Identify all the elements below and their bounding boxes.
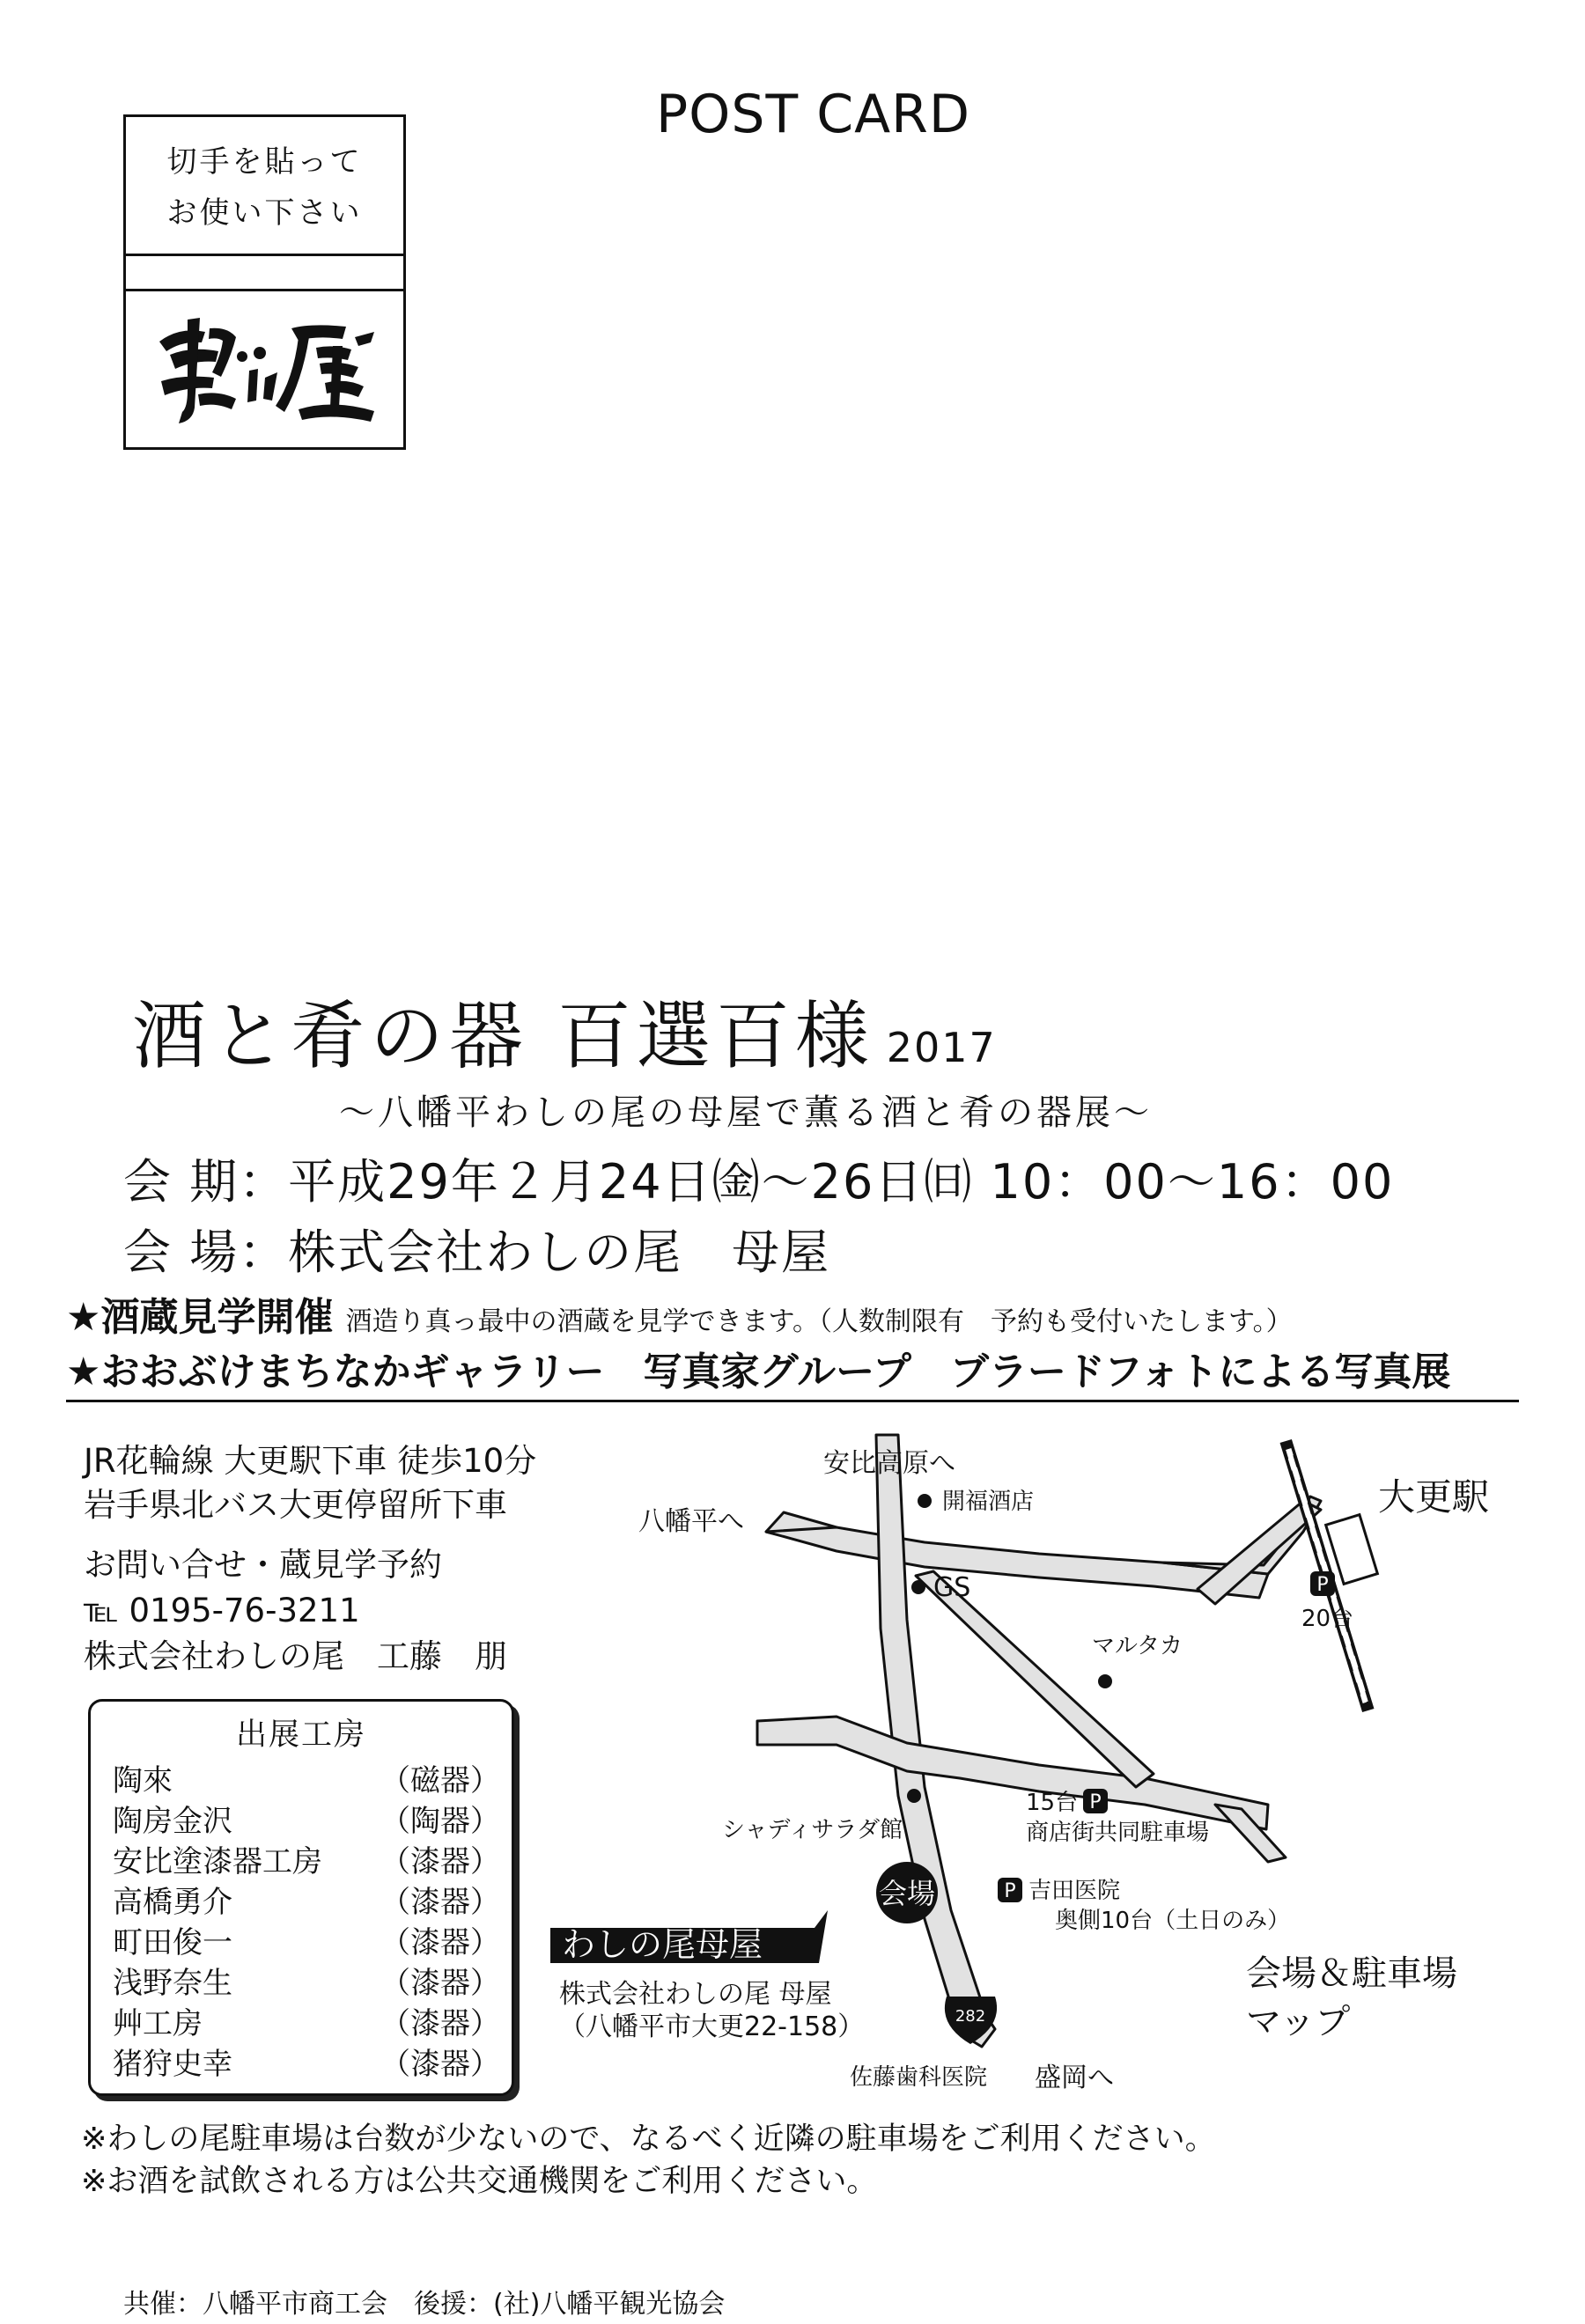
label-yoshida-parking: 奥側10台（土日のみ） (1055, 1908, 1291, 1934)
svg-text:P: P (1089, 1791, 1102, 1813)
label-sato: 佐藤歯科医院 (850, 2064, 988, 2091)
contact-person: 株式会社わしの尾 工藤 朋 (84, 1637, 507, 1675)
exhibitor-name: 町田俊一 (113, 1925, 232, 1960)
exhibitors-box (88, 1699, 514, 2096)
label-kaifuku: 開福酒店 (942, 1489, 1035, 1515)
gs-dot-icon (911, 1580, 925, 1594)
exhibitors-heading: 出展工房 (235, 1717, 366, 1753)
label-station: 大更駅 (1378, 1475, 1490, 1519)
label-to-hachimantai: 八幡平へ (638, 1506, 744, 1537)
venue-map (546, 1417, 1559, 2148)
exhibitor-name: 高橋勇介 (113, 1885, 232, 1920)
event-year: 2017 (886, 1024, 997, 1071)
event-venue: 会 場：株式会社わしの尾 母屋 (123, 1225, 831, 1280)
exhibitor-kind: （漆器） (380, 2047, 500, 2082)
stamp-box (123, 114, 406, 450)
access-bus: 岩手県北バス大更停留所下車 (84, 1486, 507, 1524)
marutaka-dot-icon (1098, 1674, 1112, 1688)
label-gs: GS (933, 1572, 971, 1603)
event-title-text: 酒と肴の器 百選百様 (132, 993, 874, 1079)
shadi-dot-icon (907, 1789, 921, 1803)
road-middle (757, 1717, 1268, 1829)
section-divider (66, 1400, 1519, 1402)
label-to-morioka: 盛岡へ (1035, 2063, 1114, 2093)
stamp-text-line-2: お使い下さい (166, 195, 363, 231)
svg-text:P: P (1004, 1880, 1016, 1902)
exhibitor-kind: （漆器） (380, 1966, 500, 2001)
event-title (132, 977, 997, 1084)
parking-shopping-icon (1083, 1789, 1108, 1813)
exhibitor-name: 猪狩史幸 (113, 2047, 232, 2082)
washinoo-brush-logo-icon (144, 302, 386, 434)
stamp-divider (126, 254, 403, 256)
exhibitor-name: 安比塗漆器工房 (113, 1844, 322, 1879)
event-period: 会 期：平成29年２月24日㈮〜26日㈰ 10：00〜16：00 (123, 1154, 1395, 1210)
svg-text:P: P (1316, 1574, 1329, 1596)
exhibitor-kind: （陶器） (380, 1804, 500, 1839)
contact-tel: ℡ 0195-76-3211 (84, 1592, 360, 1629)
label-parking-station: 20台 (1301, 1606, 1354, 1632)
label-yoshida: 吉田医院 (1028, 1878, 1121, 1904)
exhibitor-name: 浅野奈生 (113, 1966, 232, 2001)
label-parking-shopping-count: 15台 (1026, 1790, 1079, 1816)
sponsor-line: 共催：八幡平市商工会 後援：(社)八幡平観光協会 (123, 2289, 726, 2320)
stamp-text (126, 136, 403, 239)
kaifuku-dot-icon (918, 1494, 932, 1508)
note-parking: ※わしの尾駐車場は台数が少ないので、なるべく近隣の駐車場をご利用ください。 (81, 2122, 1216, 2157)
postcard-label: POST CARD (656, 84, 971, 145)
label-to-appi: 安比高原へ (823, 1448, 955, 1479)
access-train: JR花輪線 大更駅下車 徒歩10分 (84, 1442, 537, 1480)
exhibitor-kind: （漆器） (380, 1844, 500, 1879)
stamp-divider (126, 289, 403, 291)
label-address-2: （八幡平市大更22-158） (559, 2011, 865, 2042)
highlight-photo-exhibition: ★おおぶけまちなかギャラリー 写真家グループ ブラードフォトによる写真展 (66, 1350, 1451, 1394)
label-address-1: 株式会社わしの尾 母屋 (559, 1979, 832, 2010)
exhibitor-name: 陶來 (113, 1763, 173, 1798)
washinoo-label: わしの尾母屋 (562, 1925, 763, 1964)
exhibitor-name: 陶房金沢 (113, 1804, 232, 1839)
parking-yoshida-icon (998, 1878, 1022, 1902)
stamp-text-line-1: 切手を貼って (166, 144, 363, 180)
exhibitor-kind: （漆器） (380, 1885, 500, 1920)
venue-marker-label: 会場 (878, 1877, 936, 1910)
route-282-label: 282 (955, 2007, 986, 2026)
contact-label: お問い合せ・蔵見学予約 (84, 1546, 442, 1584)
highlight-brewery-tour-title: ★酒蔵見学開催 (66, 1295, 334, 1340)
map-title-line-1: 会場＆駐車場 (1246, 1953, 1457, 1994)
map-title-line-2: マップ (1246, 2002, 1351, 2042)
exhibitor-kind: （漆器） (380, 2006, 500, 2041)
highlight-brewery-tour-note: 酒造り真っ最中の酒蔵を見学できます。（人数制限有 予約も受付いたします。） (345, 1306, 1293, 1337)
label-parking-shopping-name: 商店街共同駐車場 (1026, 1820, 1210, 1846)
parking-station-icon (1310, 1571, 1335, 1596)
event-subtitle: 〜八幡平わしの尾の母屋で薫る酒と肴の器展〜 (339, 1092, 1153, 1133)
note-drinking: ※お酒を試飲される方は公共交通機関をご利用ください。 (81, 2164, 878, 2199)
highlight-brewery-tour (66, 1285, 1293, 1342)
exhibitor-name: 艸工房 (113, 2006, 203, 2041)
exhibitor-kind: （漆器） (380, 1925, 500, 1960)
label-marutaka: マルタカ (1092, 1633, 1183, 1659)
exhibitor-kind: （磁器） (380, 1763, 500, 1798)
label-shadi: シャディサラダ館 (722, 1817, 903, 1843)
